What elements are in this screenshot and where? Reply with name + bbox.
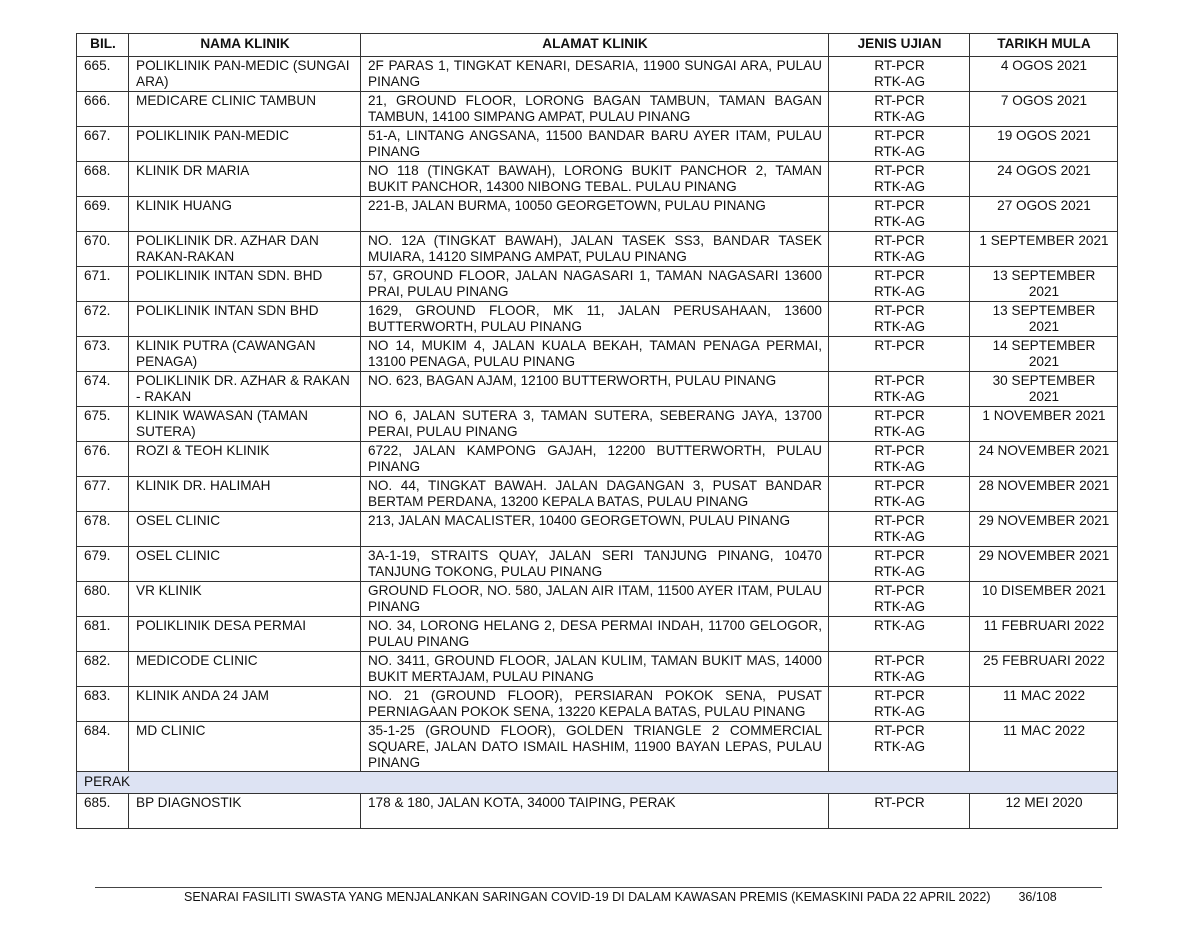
clinic-name: POLIKLINIK DESA PERMAI — [129, 617, 361, 652]
clinic-address: NO. 12A (TINGKAT BAWAH), JALAN TASEK SS3, BANDAR TASEK MUIARA, 14120 SIMPANG AMPAT, PULAU PINANG — [361, 232, 829, 267]
test-types — [829, 337, 970, 372]
clinic-address: NO 6, JALAN SUTERA 3, TAMAN SUTERA, SEBERANG JAYA, 13700 PERAI, PULAU PINANG — [361, 407, 829, 442]
start-date: 25 FEBRUARI 2022 — [970, 652, 1118, 687]
row-number: 665. — [77, 57, 129, 92]
clinic-name: KLINIK PUTRA (CAWANGAN PENAGA) — [129, 337, 361, 372]
test-type: RTK-AG — [873, 494, 926, 509]
row-number: 672. — [77, 302, 129, 337]
row-number: 683. — [77, 687, 129, 722]
test-type: RT-PCR — [874, 58, 925, 73]
test-type: RT-PCR — [874, 513, 925, 528]
start-date: 14 SEPTEMBER 2021 — [970, 337, 1118, 372]
test-type: RT-PCR — [874, 128, 925, 143]
start-date: 28 NOVEMBER 2021 — [970, 477, 1118, 512]
table-row — [77, 652, 1118, 687]
test-type: RTK-AG — [873, 618, 926, 633]
start-date: 29 NOVEMBER 2021 — [970, 512, 1118, 547]
clinic-name: OSEL CLINIC — [129, 547, 361, 582]
test-type: RTK-AG — [873, 389, 926, 404]
test-type: RT-PCR — [874, 373, 925, 388]
clinic-address: NO. 623, BAGAN AJAM, 12100 BUTTERWORTH, PULAU PINANG — [361, 372, 829, 407]
test-type: RT-PCR — [874, 198, 925, 213]
start-date: 12 MEI 2020 — [970, 794, 1118, 829]
test-types — [829, 127, 970, 162]
start-date: 29 NOVEMBER 2021 — [970, 547, 1118, 582]
header-date: TARIKH MULA — [970, 34, 1118, 57]
test-types — [829, 162, 970, 197]
header-name: NAMA KLINIK — [129, 34, 361, 57]
test-type: RT-PCR — [874, 688, 925, 703]
header-address: ALAMAT KLINIK — [361, 34, 829, 57]
footer-divider — [95, 887, 1102, 888]
row-number: 685. — [77, 794, 129, 829]
test-types — [829, 477, 970, 512]
test-types — [829, 92, 970, 127]
table-row — [77, 512, 1118, 547]
test-type: RTK-AG — [873, 109, 926, 124]
test-type: RT-PCR — [874, 338, 925, 353]
start-date: 1 NOVEMBER 2021 — [970, 407, 1118, 442]
test-types — [829, 687, 970, 722]
test-types — [829, 197, 970, 232]
test-type: RTK-AG — [873, 179, 926, 194]
table-row — [77, 127, 1118, 162]
clinic-name: KLINIK DR. HALIMAH — [129, 477, 361, 512]
table-header-row — [77, 34, 1118, 57]
test-type: RT-PCR — [874, 548, 925, 563]
clinic-address: 3A-1-19, STRAITS QUAY, JALAN SERI TANJUNG PINANG, 10470 TANJUNG TOKONG, PULAU PINANG — [361, 547, 829, 582]
test-type: RTK-AG — [873, 249, 926, 264]
table-row — [77, 197, 1118, 232]
row-number: 670. — [77, 232, 129, 267]
start-date: 27 OGOS 2021 — [970, 197, 1118, 232]
clinic-address: NO. 44, TINGKAT BAWAH. JALAN DAGANGAN 3, PUSAT BANDAR BERTAM PERDANA, 13200 KEPALA BATAS, PULAU PINANG — [361, 477, 829, 512]
header-no: BIL. — [77, 34, 129, 57]
table-row — [77, 302, 1118, 337]
table-row — [77, 582, 1118, 617]
test-type: RTK-AG — [873, 564, 926, 579]
test-types — [829, 57, 970, 92]
row-number: 679. — [77, 547, 129, 582]
test-types — [829, 232, 970, 267]
row-number: 668. — [77, 162, 129, 197]
state-label: PERAK — [77, 772, 1118, 794]
footer-title: SENARAI FASILITI SWASTA YANG MENJALANKAN SARINGAN COVID-19 DI DALAM KAWASAN PREMIS (KEMASKINI PADA 22 APRIL 2022) — [184, 890, 991, 904]
test-types — [829, 794, 970, 829]
row-number: 675. — [77, 407, 129, 442]
row-number: 677. — [77, 477, 129, 512]
table-row — [77, 162, 1118, 197]
test-type: RT-PCR — [874, 408, 925, 423]
clinic-name: KLINIK WAWASAN (TAMAN SUTERA) — [129, 407, 361, 442]
clinic-address: 21, GROUND FLOOR, LORONG BAGAN TAMBUN, TAMAN BAGAN TAMBUN, 14100 SIMPANG AMPAT, PULAU PINANG — [361, 92, 829, 127]
page-number: 36/108 — [1018, 890, 1057, 904]
row-number: 681. — [77, 617, 129, 652]
table-row — [77, 477, 1118, 512]
clinic-name: MD CLINIC — [129, 722, 361, 772]
clinic-address: 2F PARAS 1, TINGKAT KENARI, DESARIA, 11900 SUNGAI ARA, PULAU PINANG — [361, 57, 829, 92]
test-type: RTK-AG — [873, 529, 926, 544]
test-type: RTK-AG — [873, 669, 926, 684]
clinic-address: 213, JALAN MACALISTER, 10400 GEORGETOWN, PULAU PINANG — [361, 512, 829, 547]
test-types — [829, 442, 970, 477]
test-type: RTK-AG — [873, 284, 926, 299]
start-date: 13 SEPTEMBER 2021 — [970, 267, 1118, 302]
test-type: RT-PCR — [874, 233, 925, 248]
clinic-address: NO. 21 (GROUND FLOOR), PERSIARAN POKOK SENA, PUSAT PERNIAGAAN POKOK SENA, 13220 KEPALA BATAS, PULAU PINANG — [361, 687, 829, 722]
clinic-address: 35-1-25 (GROUND FLOOR), GOLDEN TRIANGLE 2 COMMERCIAL SQUARE, JALAN DATO ISMAIL HASHIM, 11900 BAYAN LEPAS, PULAU PINANG — [361, 722, 829, 772]
test-types — [829, 582, 970, 617]
test-type: RTK-AG — [873, 424, 926, 439]
test-types — [829, 722, 970, 772]
test-type: RT-PCR — [874, 163, 925, 178]
test-types — [829, 302, 970, 337]
test-type: RTK-AG — [873, 599, 926, 614]
test-type: RT-PCR — [874, 478, 925, 493]
table-row — [77, 722, 1118, 772]
page-footer — [184, 890, 1057, 904]
clinic-name: POLIKLINIK PAN-MEDIC — [129, 127, 361, 162]
clinic-name: POLIKLINIK INTAN SDN. BHD — [129, 267, 361, 302]
clinic-address: 178 & 180, JALAN KOTA, 34000 TAIPING, PERAK — [361, 794, 829, 829]
clinic-address: 57, GROUND FLOOR, JALAN NAGASARI 1, TAMAN NAGASARI 13600 PRAI, PULAU PINANG — [361, 267, 829, 302]
test-type: RT-PCR — [874, 723, 925, 738]
table-body-perak — [77, 772, 1118, 794]
table-row — [77, 267, 1118, 302]
start-date: 19 OGOS 2021 — [970, 127, 1118, 162]
clinic-name: ROZI & TEOH KLINIK — [129, 442, 361, 477]
test-type: RTK-AG — [873, 704, 926, 719]
table-row — [77, 547, 1118, 582]
row-number: 678. — [77, 512, 129, 547]
test-type: RT-PCR — [874, 653, 925, 668]
test-types — [829, 512, 970, 547]
clinic-address: GROUND FLOOR, NO. 580, JALAN AIR ITAM, 11500 AYER ITAM, PULAU PINANG — [361, 582, 829, 617]
clinic-address: 1629, GROUND FLOOR, MK 11, JALAN PERUSAHAAN, 13600 BUTTERWORTH, PULAU PINANG — [361, 302, 829, 337]
clinic-name: OSEL CLINIC — [129, 512, 361, 547]
table-row — [77, 687, 1118, 722]
clinic-name: KLINIK ANDA 24 JAM — [129, 687, 361, 722]
row-number: 671. — [77, 267, 129, 302]
start-date: 24 NOVEMBER 2021 — [970, 442, 1118, 477]
table-row — [77, 57, 1118, 92]
clinic-name: MEDICODE CLINIC — [129, 652, 361, 687]
test-type: RT-PCR — [874, 583, 925, 598]
row-number: 674. — [77, 372, 129, 407]
row-number: 667. — [77, 127, 129, 162]
test-type: RTK-AG — [873, 74, 926, 89]
start-date: 30 SEPTEMBER 2021 — [970, 372, 1118, 407]
clinic-name: KLINIK DR MARIA — [129, 162, 361, 197]
row-number: 680. — [77, 582, 129, 617]
clinic-name: MEDICARE CLINIC TAMBUN — [129, 92, 361, 127]
test-type: RT-PCR — [874, 443, 925, 458]
row-number: 673. — [77, 337, 129, 372]
test-types — [829, 652, 970, 687]
test-type: RTK-AG — [873, 144, 926, 159]
clinic-name: KLINIK HUANG — [129, 197, 361, 232]
clinic-address: NO 118 (TINGKAT BAWAH), LORONG BUKIT PANCHOR 2, TAMAN BUKIT PANCHOR, 14300 NIBONG TEBAL. PULAU PINANG — [361, 162, 829, 197]
test-types — [829, 617, 970, 652]
table-row — [77, 442, 1118, 477]
state-row — [77, 772, 1118, 794]
test-types — [829, 407, 970, 442]
start-date: 7 OGOS 2021 — [970, 92, 1118, 127]
start-date: 4 OGOS 2021 — [970, 57, 1118, 92]
test-type: RTK-AG — [873, 214, 926, 229]
row-number: 676. — [77, 442, 129, 477]
clinic-name: POLIKLINIK PAN-MEDIC (SUNGAI ARA) — [129, 57, 361, 92]
clinic-name: BP DIAGNOSTIK — [129, 794, 361, 829]
test-type: RT-PCR — [874, 93, 925, 108]
table-body-penang — [77, 57, 1118, 772]
clinic-name: POLIKLINIK INTAN SDN BHD — [129, 302, 361, 337]
row-number: 666. — [77, 92, 129, 127]
test-type: RT-PCR — [874, 268, 925, 283]
table-row — [77, 407, 1118, 442]
row-number: 669. — [77, 197, 129, 232]
table-row — [77, 232, 1118, 267]
test-type: RTK-AG — [873, 459, 926, 474]
clinic-address: NO. 34, LORONG HELANG 2, DESA PERMAI INDAH, 11700 GELOGOR, PULAU PINANG — [361, 617, 829, 652]
start-date: 24 OGOS 2021 — [970, 162, 1118, 197]
start-date: 11 MAC 2022 — [970, 722, 1118, 772]
clinic-address: 51-A, LINTANG ANGSANA, 11500 BANDAR BARU AYER ITAM, PULAU PINANG — [361, 127, 829, 162]
row-number: 682. — [77, 652, 129, 687]
table-row — [77, 617, 1118, 652]
clinic-address: 6722, JALAN KAMPONG GAJAH, 12200 BUTTERWORTH, PULAU PINANG — [361, 442, 829, 477]
clinic-address: NO 14, MUKIM 4, JALAN KUALA BEKAH, TAMAN PENAGA PERMAI, 13100 PENAGA, PULAU PINANG — [361, 337, 829, 372]
table-body-perak-rows — [77, 794, 1118, 829]
test-type: RT-PCR — [874, 795, 925, 810]
clinic-name: VR KLINIK — [129, 582, 361, 617]
test-types — [829, 267, 970, 302]
header-test: JENIS UJIAN — [829, 34, 970, 57]
clinic-name: POLIKLINIK DR. AZHAR DAN RAKAN-RAKAN — [129, 232, 361, 267]
row-number: 684. — [77, 722, 129, 772]
clinic-table — [76, 33, 1118, 829]
start-date: 13 SEPTEMBER 2021 — [970, 302, 1118, 337]
test-type: RTK-AG — [873, 319, 926, 334]
table-row — [77, 794, 1118, 829]
start-date: 11 FEBRUARI 2022 — [970, 617, 1118, 652]
test-type: RTK-AG — [873, 739, 926, 754]
table-row — [77, 92, 1118, 127]
table-row — [77, 372, 1118, 407]
test-types — [829, 372, 970, 407]
start-date: 1 SEPTEMBER 2021 — [970, 232, 1118, 267]
clinic-address: 221-B, JALAN BURMA, 10050 GEORGETOWN, PULAU PINANG — [361, 197, 829, 232]
clinic-name: POLIKLINIK DR. AZHAR & RAKAN - RAKAN — [129, 372, 361, 407]
start-date: 10 DISEMBER 2021 — [970, 582, 1118, 617]
test-types — [829, 547, 970, 582]
clinic-address: NO. 3411, GROUND FLOOR, JALAN KULIM, TAMAN BUKIT MAS, 14000 BUKIT MERTAJAM, PULAU PINANG — [361, 652, 829, 687]
test-type: RT-PCR — [874, 303, 925, 318]
table-row — [77, 337, 1118, 372]
start-date: 11 MAC 2022 — [970, 687, 1118, 722]
